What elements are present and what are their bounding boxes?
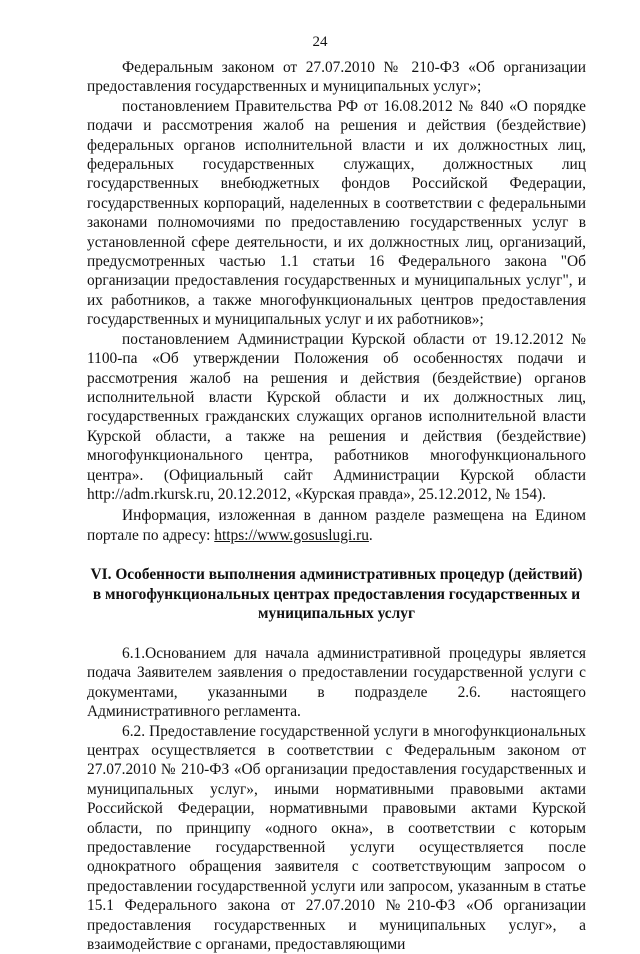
section-heading: VI. Особенности выполнения административных процедур (действий) в многофункциональных центрах предоставления государственных и муниципальных услуг <box>90 566 583 623</box>
paragraph-portal-info <box>87 506 586 545</box>
paragraph-federal-law: Федеральным законом от 27.07.2010 № 210-ФЗ «Об организации предоставления государственных и муниципальных услуг»; <box>87 59 586 96</box>
paragraph-6-1: 6.1.Основанием для начала административной процедуры является подача Заявителем заявления о предоставлении государственной услуги с документами, указанными в подразделе 2.6. настоящего Административного регламента. <box>87 644 586 721</box>
paragraph-government-decree: постановлением Правительства РФ от 16.08.2012 № 840 «О порядке подачи и рассмотрения жалоб на решения и действия (бездействие) федеральных органов исполнительной власти и их должностных лиц, федеральных государственных служащих, должностных лиц государственных внебюджетных фондов Российской Федерации, государственных корпораций, наделенных в соответствии с федеральными законами полномочиями по предоставлению государственных услуг в установленной сфере деятельности, и их должностных лиц, организаций, предусмотренных частью 1.1 статьи 16 Федерального закона "Об организации предоставления государственных и муниципальных услуг", и их работников, а также многофункциональных центров предоставления государственных и муниципальных услуг и их работников»; <box>87 97 586 329</box>
paragraph-kursk-decree: постановлением Администрации Курской области от 19.12.2012 № 1100-па «Об утверждении Положения об особенностях подачи и рассмотрения жалоб на решения и действия (бездействие) органов исполнительной власти Курской области и их должностных лиц, государственных гражданских служащих органов исполнительной власти Курской области, а также на решения и действия (бездействие) многофункционального центра, работников многофункционального центра». (Официальный сайт Администрации Курской области http://adm.rkursk.ru, 20.12.2012, «Курская правда», 25.12.2012, № 154). <box>87 330 586 503</box>
portal-link[interactable]: https://www.gosuslugi.ru <box>214 526 369 544</box>
paragraph-6-2: 6.2. Предоставление государственной услуги в многофункциональных центрах осуществляется в соответствии с Федеральным законом от 27.07.2010 № 210-ФЗ «Об организации предоставления государственных и муниципальных услуг», иными нормативными правовыми актами Российской Федерации, нормативными правовыми актами Курской области, по принципу «одного окна», в соответствии с которым предоставление государственной услуги осуществляется после однократного обращения заявителя с соответствующим запросом о предоставлении государственной услуги или запросом, указанным в статье 15.1 Федерального закона от 27.07.2010 №210-ФЗ «Об организации предоставления государственных и муниципальных услуг», а взаимодействие с органами, предоставляющими <box>87 722 586 954</box>
portal-info-end: . <box>368 526 373 544</box>
page-content <box>87 58 586 954</box>
page-number: 24 <box>312 34 328 50</box>
portal-info-text: Информация, изложенная в данном разделе размещена на Едином портале по адресу: <box>87 507 586 544</box>
